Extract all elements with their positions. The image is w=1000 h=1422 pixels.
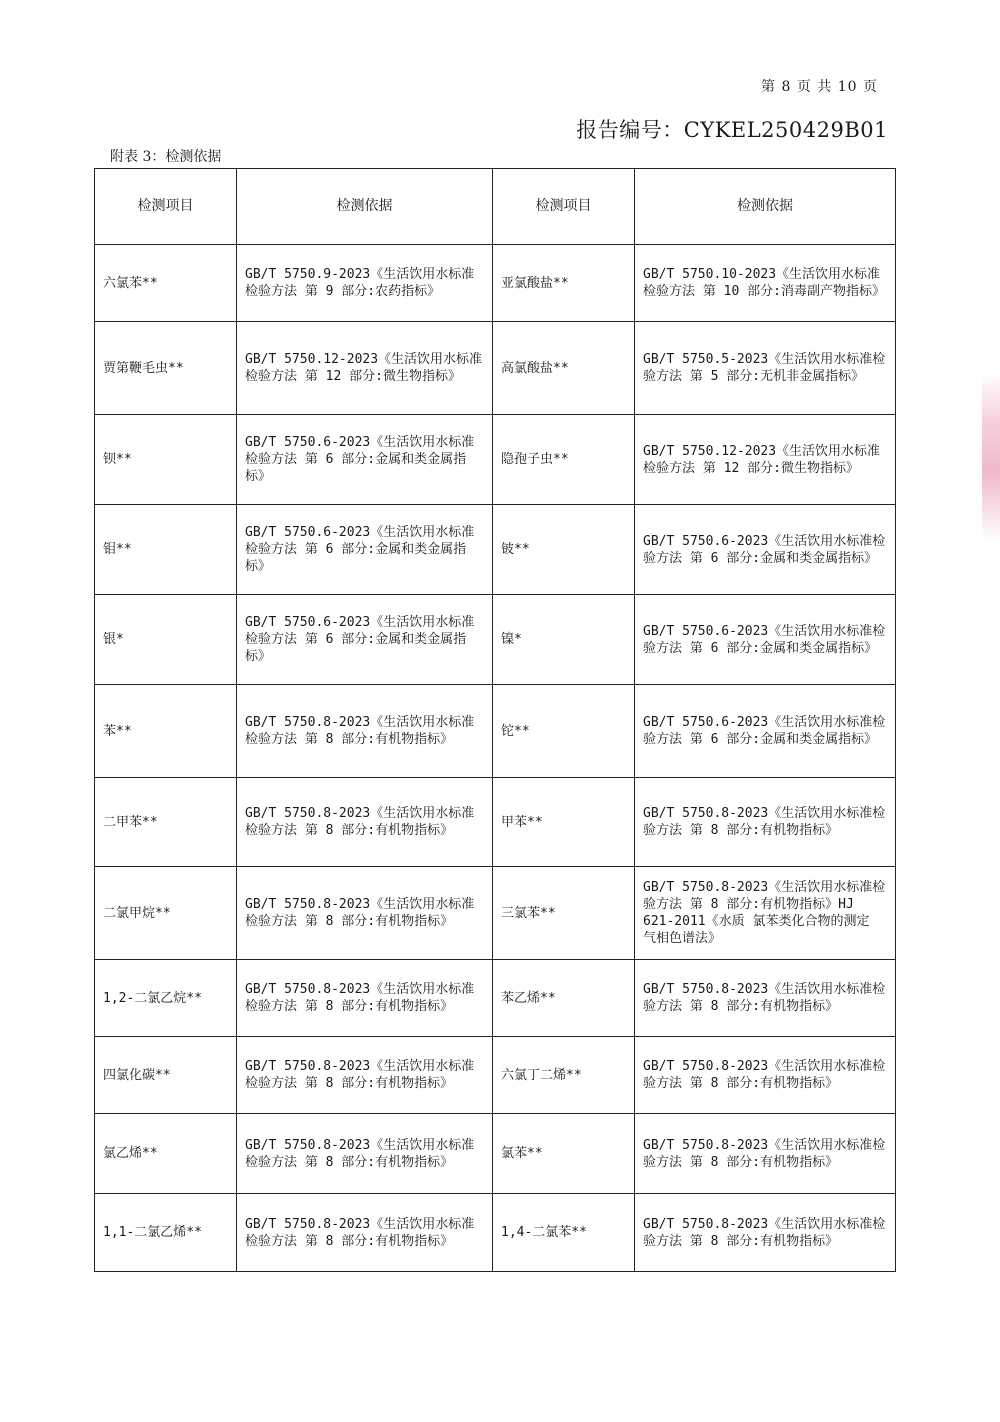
- test-item-cell: 苯**: [95, 685, 237, 778]
- test-basis-cell: GB/T 5750.8-2023《生活饮用水标准检验方法 第 8 部分:有机物指标》: [635, 1114, 896, 1194]
- table-header-row: [95, 169, 896, 245]
- test-item-cell: 铍**: [493, 505, 635, 595]
- table-row: [95, 505, 896, 595]
- test-item-cell: 三氯苯**: [493, 867, 635, 960]
- test-basis-cell: GB/T 5750.12-2023《生活饮用水标准检验方法 第 12 部分:微生物指标》: [635, 415, 896, 505]
- seal-stamp-fragment: [982, 372, 1000, 540]
- test-item-cell: 四氯化碳**: [95, 1037, 237, 1114]
- test-item-cell: 甲苯**: [493, 778, 635, 867]
- page-number: 第 8 页 共 10 页: [761, 79, 878, 95]
- test-item-cell: 亚氯酸盐**: [493, 245, 635, 322]
- table-body: [95, 245, 896, 1272]
- test-basis-cell: GB/T 5750.8-2023《生活饮用水标准检验方法 第 8 部分:有机物指标》: [237, 867, 493, 960]
- test-item-cell: 六氯苯**: [95, 245, 237, 322]
- test-basis-cell: GB/T 5750.6-2023《生活饮用水标准检验方法 第 6 部分:金属和类金属指标》: [635, 595, 896, 685]
- test-basis-cell: GB/T 5750.5-2023《生活饮用水标准检验方法 第 5 部分:无机非金属指标》: [635, 322, 896, 415]
- column-header: 检测依据: [237, 169, 493, 245]
- test-basis-cell: GB/T 5750.8-2023《生活饮用水标准检验方法 第 8 部分:有机物指标》: [635, 1037, 896, 1114]
- test-item-cell: 氯乙烯**: [95, 1114, 237, 1194]
- table-row: [95, 960, 896, 1037]
- test-basis-cell: GB/T 5750.8-2023《生活饮用水标准检验方法 第 8 部分:有机物指标》: [635, 778, 896, 867]
- test-item-cell: 高氯酸盐**: [493, 322, 635, 415]
- test-item-cell: 贾第鞭毛虫**: [95, 322, 237, 415]
- column-header: 检测项目: [95, 169, 237, 245]
- test-basis-cell: GB/T 5750.6-2023《生活饮用水标准检验方法 第 6 部分:金属和类金属指标》: [237, 415, 493, 505]
- table-row: [95, 685, 896, 778]
- table-row: [95, 778, 896, 867]
- test-basis-cell: GB/T 5750.8-2023《生活饮用水标准检验方法 第 8 部分:有机物指标》: [635, 960, 896, 1037]
- test-basis-cell: GB/T 5750.8-2023《生活饮用水标准检验方法 第 8 部分:有机物指标》: [237, 960, 493, 1037]
- table-row: [95, 1194, 896, 1272]
- test-item-cell: 1,1-二氯乙烯**: [95, 1194, 237, 1272]
- test-basis-cell: GB/T 5750.6-2023《生活饮用水标准检验方法 第 6 部分:金属和类金属指标》: [237, 595, 493, 685]
- test-item-cell: 铊**: [493, 685, 635, 778]
- test-item-cell: 钡**: [95, 415, 237, 505]
- test-item-cell: 苯乙烯**: [493, 960, 635, 1037]
- test-item-cell: 银*: [95, 595, 237, 685]
- test-basis-table: [94, 168, 896, 1272]
- test-basis-cell: GB/T 5750.8-2023《生活饮用水标准检验方法 第 8 部分:有机物指标》: [237, 778, 493, 867]
- test-basis-cell: GB/T 5750.8-2023《生活饮用水标准检验方法 第 8 部分:有机物指标》HJ 621-2011《水质 氯苯类化合物的测定 气相色谱法》: [635, 867, 896, 960]
- test-basis-cell: GB/T 5750.8-2023《生活饮用水标准检验方法 第 8 部分:有机物指标》: [635, 1194, 896, 1272]
- test-basis-cell: GB/T 5750.12-2023《生活饮用水标准检验方法 第 12 部分:微生物指标》: [237, 322, 493, 415]
- test-item-cell: 氯苯**: [493, 1114, 635, 1194]
- test-item-cell: 二氯甲烷**: [95, 867, 237, 960]
- test-item-cell: 1,4-二氯苯**: [493, 1194, 635, 1272]
- test-basis-cell: GB/T 5750.10-2023《生活饮用水标准检验方法 第 10 部分:消毒副产物指标》: [635, 245, 896, 322]
- test-basis-cell: GB/T 5750.6-2023《生活饮用水标准检验方法 第 6 部分:金属和类金属指标》: [635, 505, 896, 595]
- table-row: [95, 245, 896, 322]
- test-item-cell: 钼**: [95, 505, 237, 595]
- test-basis-cell: GB/T 5750.9-2023《生活饮用水标准检验方法 第 9 部分:农药指标》: [237, 245, 493, 322]
- test-basis-cell: GB/T 5750.8-2023《生活饮用水标准检验方法 第 8 部分:有机物指标》: [237, 1037, 493, 1114]
- report-number: 报告编号：CYKEL250429B01: [576, 118, 888, 142]
- test-basis-cell: GB/T 5750.6-2023《生活饮用水标准检验方法 第 6 部分:金属和类金属指标》: [237, 505, 493, 595]
- table-row: [95, 322, 896, 415]
- test-item-cell: 六氯丁二烯**: [493, 1037, 635, 1114]
- table-row: [95, 867, 896, 960]
- test-item-cell: 二甲苯**: [95, 778, 237, 867]
- table-row: [95, 1114, 896, 1194]
- test-item-cell: 隐孢子虫**: [493, 415, 635, 505]
- column-header: 检测项目: [493, 169, 635, 245]
- column-header: 检测依据: [635, 169, 896, 245]
- appendix-title: 附表 3：检测依据: [110, 149, 222, 165]
- table-row: [95, 1037, 896, 1114]
- test-basis-cell: GB/T 5750.8-2023《生活饮用水标准检验方法 第 8 部分:有机物指标》: [237, 1114, 493, 1194]
- table-row: [95, 415, 896, 505]
- test-basis-cell: GB/T 5750.6-2023《生活饮用水标准检验方法 第 6 部分:金属和类金属指标》: [635, 685, 896, 778]
- test-basis-cell: GB/T 5750.8-2023《生活饮用水标准检验方法 第 8 部分:有机物指标》: [237, 1194, 493, 1272]
- test-item-cell: 镍*: [493, 595, 635, 685]
- test-basis-cell: GB/T 5750.8-2023《生活饮用水标准检验方法 第 8 部分:有机物指标》: [237, 685, 493, 778]
- test-item-cell: 1,2-二氯乙烷**: [95, 960, 237, 1037]
- table-row: [95, 595, 896, 685]
